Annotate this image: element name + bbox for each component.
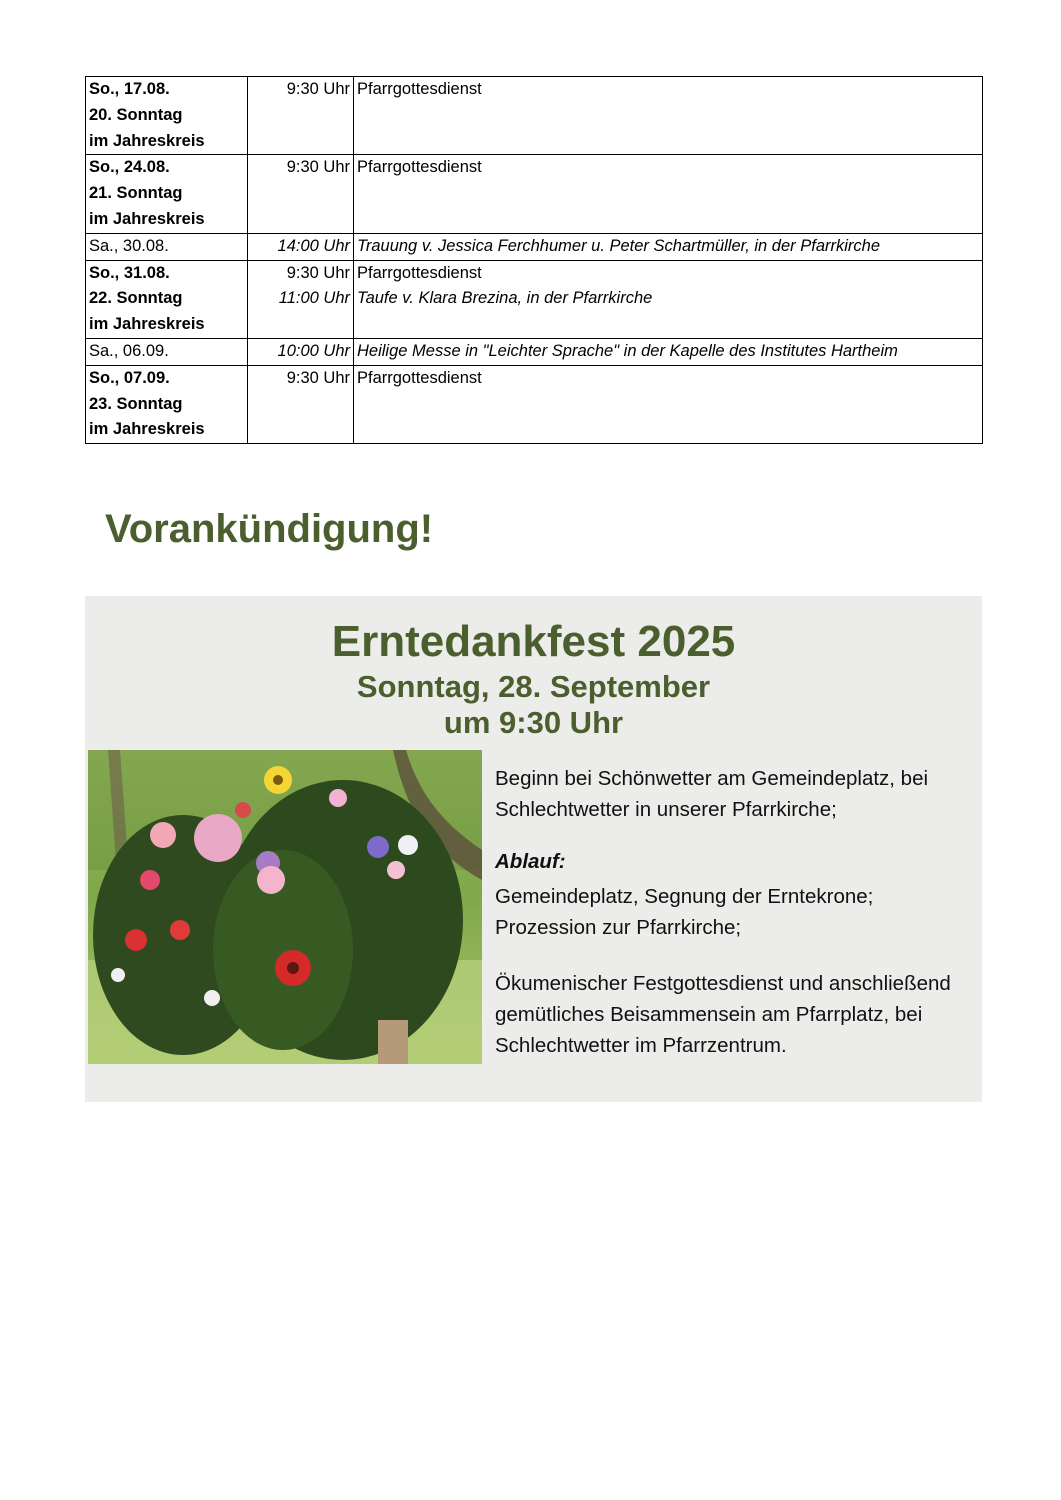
schedule-date-line: Sa., 30.08.: [89, 236, 169, 255]
schedule-date-cell: [86, 338, 248, 365]
schedule-event: Pfarrgottesdienst: [357, 263, 482, 282]
schedule-event-cell: [354, 365, 983, 443]
schedule-time: 9:30 Uhr: [286, 158, 350, 177]
schedule-event: Pfarrgottesdienst: [357, 80, 482, 98]
schedule-date-line: 22. Sonntag: [89, 289, 183, 308]
schedule-event-cell: [354, 233, 983, 260]
schedule-date-line: im Jahreskreis: [89, 315, 205, 334]
schedule-row: [86, 260, 983, 338]
schedule-event-cell: [354, 260, 983, 338]
festival-time: um 9:30 Uhr: [443, 705, 624, 740]
schedule-date-cell: [86, 365, 248, 443]
schedule-date-cell: [86, 260, 248, 338]
schedule-table: [85, 76, 983, 444]
schedule-date-line: So., 31.08.: [89, 263, 170, 282]
schedule-time: 9:30 Uhr: [286, 80, 350, 98]
schedule-date-cell: [86, 233, 248, 260]
service-note: Ökumenischer Festgottesdienst und anschließend gemütliches Beisammensein am Pfarrplatz, bei Schlechtwetter im Pfarrzentrum.: [495, 972, 951, 1057]
agenda-label: Ablauf:: [495, 850, 566, 873]
schedule-event-cell: [354, 338, 983, 365]
announcement-heading: Vorankündigung!: [105, 507, 434, 551]
schedule-time: 14:00 Uhr: [277, 236, 350, 255]
schedule-event: Pfarrgottesdienst: [357, 368, 482, 387]
schedule-event: Taufe v. Klara Brezina, in der Pfarrkirche: [357, 289, 653, 308]
schedule-event-cell: [354, 77, 983, 155]
location-note: Beginn bei Schönwetter am Gemeindeplatz, bei Schlechtwetter in unserer Pfarrkirche;: [495, 767, 929, 821]
schedule-row: [86, 233, 983, 260]
schedule-body: [86, 77, 983, 444]
schedule-date-line: im Jahreskreis: [89, 420, 205, 439]
schedule-event: Heilige Messe in "Leichter Sprache" in der Kapelle des Institutes Hartheim: [357, 341, 898, 360]
schedule-date-line: im Jahreskreis: [89, 209, 205, 228]
schedule-time: 9:30 Uhr: [286, 368, 350, 387]
schedule-row: [86, 338, 983, 365]
schedule-date-line: So., 07.09.: [89, 368, 170, 387]
schedule-date-line: So., 17.08.: [89, 80, 170, 98]
schedule-time: 9:30 Uhr: [286, 263, 350, 282]
schedule-event-cell: [354, 155, 983, 233]
harvest-festival-box: [85, 596, 982, 1102]
schedule-date-line: 21. Sonntag: [89, 184, 183, 203]
agenda-steps: Gemeindeplatz, Segnung der Erntekrone; Prozession zur Pfarrkirche;: [495, 885, 874, 939]
schedule-row: [86, 365, 983, 443]
harvest-crown-photo: [88, 750, 482, 1064]
schedule-date-line: 20. Sonntag: [89, 105, 183, 124]
schedule-date-cell: [86, 77, 248, 155]
schedule-time-cell: [248, 233, 354, 260]
schedule-event: Pfarrgottesdienst: [357, 158, 482, 177]
schedule-date-line: Sa., 06.09.: [89, 341, 169, 360]
schedule-row: [86, 77, 983, 155]
schedule-date-line: So., 24.08.: [89, 158, 170, 177]
schedule-time-cell: [248, 338, 354, 365]
schedule-time-cell: [248, 155, 354, 233]
schedule-date-line: im Jahreskreis: [89, 131, 205, 150]
schedule-time-cell: [248, 260, 354, 338]
schedule-time-cell: [248, 365, 354, 443]
schedule-event: Trauung v. Jessica Ferchhumer u. Peter Schartmüller, in der Pfarrkirche: [357, 236, 881, 255]
schedule-time: 11:00 Uhr: [278, 289, 350, 308]
festival-title: Erntedankfest 2025: [331, 617, 736, 666]
festival-date: Sonntag, 28. September: [356, 669, 711, 704]
schedule-date-cell: [86, 155, 248, 233]
schedule-date-line: 23. Sonntag: [89, 394, 183, 413]
schedule-time: 10:00 Uhr: [277, 341, 350, 360]
schedule-row: [86, 155, 983, 233]
schedule-time-cell: [248, 77, 354, 155]
